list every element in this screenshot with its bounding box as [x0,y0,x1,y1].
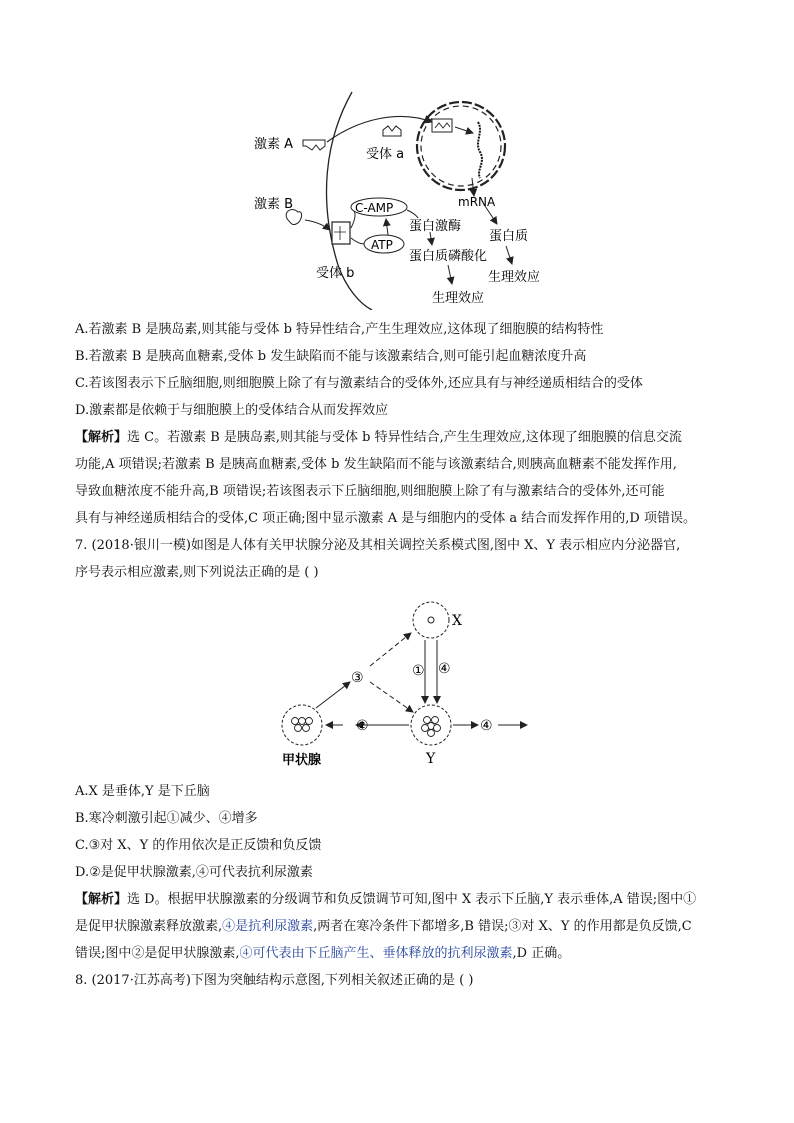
q6-analysis-line-3: 导致血糖浓度不能升高,B 项错误;若该图表示下丘脑细胞,则细胞膜上除了有与激素结合的受体外,还可能 [75,484,665,499]
highlight-antidiuretic-source: ④可代表由下丘脑产生、垂体释放的抗利尿激素 [239,946,513,961]
label-hormone-1: ① [412,663,425,679]
q7-option-d: D.②是促甲状腺激素,④可代表抗利尿激素 [75,865,313,880]
q7-analysis-line-1 [75,891,696,909]
label-atp: ATP [371,238,393,252]
q6-option-b: B.若激素 B 是胰高血糖素,受体 b 发生缺陷而不能与该激素结合,则可能引起血糖浓度升高 [75,349,587,364]
organ-thyroid [282,705,322,745]
label-hormone-3: ③ [351,670,364,686]
label-camp: C-AMP [355,201,394,215]
label-hormone-4a: ④ [438,661,451,677]
label-protein: 蛋白质 [489,229,529,244]
q6-analysis-line-4: 具有与神经递质相结合的受体,C 项正确;图中显示激素 A 是与细胞内的受体 a 结合而发挥作用的,D 项错误。 [75,511,696,526]
q7-stem-line-1: 7. (2018·银川一模)如图是人体有关甲状腺分泌及其相关调控关系模式图,图中 X、Y 表示相应内分泌器官, [75,538,681,553]
q6-option-a: A.若激素 B 是胰岛素,则其能与受体 b 特异性结合,产生生理效应,这体现了细胞膜的结构特性 [75,322,604,337]
q7-option-a: A.X 是垂体,Y 是下丘脑 [75,784,210,799]
q7-analysis-text-1: 选 D。根据甲状腺激素的分级调节和负反馈调节可知,图中 X 表示下丘脑,Y 表示垂体,A 错误;图中① [127,892,697,907]
q7-stem-line-2: 序号表示相应激素,则下列说法正确的是 ( ) [75,565,319,580]
label-hormone-a: 激素 A [254,137,294,152]
label-protein-phos: 蛋白质磷酸化 [409,249,488,264]
q6-analysis-line-1 [75,429,682,447]
receptor-a-icon [383,126,401,136]
q7-option-b: B.寒冷刺激引起①减少、④增多 [75,811,258,826]
receptor-b-icon [332,222,350,244]
label-protein-kinase: 蛋白激酶 [409,219,462,234]
label-mrna: mRNA [458,195,496,209]
arrow-hormone-a [327,116,432,142]
label-thyroid: 甲状腺 [282,753,322,768]
q7-analysis-line-3: 错误;图中②是促甲状腺激素,④可代表由下丘脑产生、垂体释放的抗利尿激素,D 正确。 [75,946,571,961]
label-hormone-b: 激素 B [254,197,294,212]
q6-analysis-line-2: 功能,A 项错误;若激素 B 是胰高血糖素,受体 b 发生缺陷而不能与该激素结合,则胰高血糖素不能发挥作用, [75,457,677,472]
hormone-a-icon [303,140,325,150]
q6-analysis-tag: 【解析】 [75,430,128,445]
label-effect-right: 生理效应 [488,270,541,285]
q7-option-c: C.③对 X、Y 的作用依次是正反馈和负反馈 [75,838,322,853]
highlight-antidiuretic: ④是抗利尿激素 [222,919,314,934]
label-hormone-2: ② [356,718,369,734]
q7-analysis-line-2: 是促甲状腺激素释放激素,④是抗利尿激素,两者在寒冷条件下都增多,B 错误;③对 X、Y 的作用都是负反馈,C [75,919,692,934]
label-y: Y [426,751,436,767]
q6-option-c: C.若该图表示下丘脑细胞,则细胞膜上除了有与激素结合的受体外,还应具有与神经递质相结合的受体 [75,376,643,391]
nucleus-inner [421,106,501,186]
label-hormone-4b: ④ [480,718,493,734]
q6-analysis-text-1: 选 C。若激素 B 是胰岛素,则其能与受体 b 特异性结合,产生生理效应,这体现了细胞膜的信息交流 [127,430,682,445]
q7-analysis-tag: 【解析】 [75,892,128,907]
label-receptor-a: 受体 a [366,147,405,162]
q6-option-d: D.激素都是依赖于与细胞膜上的受体结合从而发挥效应 [75,403,389,418]
q8-stem: 8. (2017·江苏高考)下图为突触结构示意图,下列相关叙述正确的是 ( ) [75,973,474,988]
figure-thyroid-regulation [0,590,794,770]
label-receptor-b: 受体 b [316,266,355,281]
label-effect-bottom: 生理效应 [432,291,485,306]
figure-cell-signaling [0,0,794,310]
label-x: X [452,613,462,629]
dna-strand [478,122,482,178]
arrow-hormone-b [305,220,330,230]
nucleus-outer [417,102,505,190]
